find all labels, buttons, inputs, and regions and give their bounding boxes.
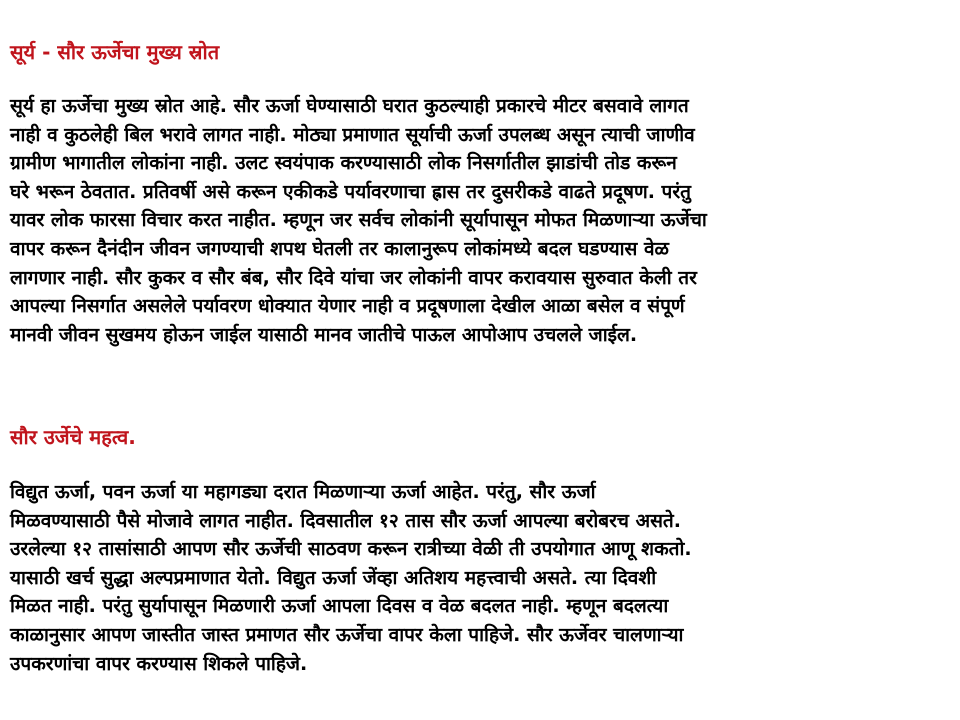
paragraph-line: उपकरणांचा वापर करण्यास शिकले पाहिजे. [10, 652, 308, 675]
paragraph-line: ग्रामीण भागातील लोकांना नाही. उलट स्वयंपाक करण्यासाठी लोक निसर्गातील झाडांची तोड करून [10, 152, 677, 175]
paragraph-line: आपल्या निसर्गात असलेले पर्यावरण धोक्यात येणार नाही व प्रदूषणाला देखील आळा बसेल व संपूर्ण [10, 295, 685, 318]
paragraph-line: मानवी जीवन सुखमय होऊन जाईल यासाठी मानव जातीचे पाऊल आपोआप उचलले जाईल. [10, 323, 638, 346]
section-heading-solar-importance: सौर उर्जेचे महत्व. [10, 425, 136, 449]
paragraph-sun-energy [10, 92, 707, 349]
paragraph-line: वापर करून दैनंदीन जीवन जगण्याची शपथ घेतली तर कालानुरूप लोकांमध्ये बदल घडण्यास वेळ [10, 237, 669, 260]
section-heading-sun-main-source: सूर्य - सौर ऊर्जेचा मुख्य स्रोत [10, 40, 220, 64]
paragraph-line: यासाठी खर्च सुद्धा अल्पप्रमाणात येतो. विद्युत ऊर्जा जेंव्हा अतिशय महत्त्वाची असते. त्या दिवशी [10, 566, 657, 589]
paragraph-line: यावर लोक फारसा विचार करत नाहीत. म्हणून जर सर्वच लोकांनी सूर्यापासून मोफत मिळणाऱ्या ऊर्जेचा [10, 209, 707, 232]
paragraph-line: सूर्य हा ऊर्जेचा मुख्य स्रोत आहे. सौर ऊर्जा घेण्यासाठी घरात कुठल्याही प्रकारचे मीटर बसवावे लागत [10, 95, 689, 117]
paragraph-line: काळानुसार आपण जास्तीत जास्त प्रमाणत सौर ऊर्जेचा वापर केला पाहिजे. सौर ऊर्जेवर चालणाऱ्या [10, 623, 684, 646]
paragraph-line: लागणार नाही. सौर कुकर व सौर बंब, सौर दिवे यांचा जर लोकांनी वापर करावयास सुरुवात केली तर [10, 266, 697, 289]
paragraph-line: मिळवण्यासाठी पैसे मोजावे लागत नाहीत. दिवसातील १२ तास सौर ऊर्जा आपल्या बरोबरच असते. [10, 509, 681, 532]
paragraph-solar-importance [10, 478, 692, 678]
paragraph-line: मिळत नाही. परंतु सुर्यापासून मिळणारी ऊर्जा आपला दिवस व वेळ बदलत नाही. म्हणून बदलत्या [10, 595, 669, 618]
paragraph-line: उरलेल्या १२ तासांसाठी आपण सौर ऊर्जेची साठवण करून रात्रीच्या वेळी ती उपयोगात आणू शकतो. [10, 538, 692, 561]
paragraph-line: विद्युत ऊर्जा, पवन ऊर्जा या महागड्या दरात मिळणाऱ्या ऊर्जा आहेत. परंतु, सौर ऊर्जा [10, 481, 596, 503]
paragraph-line: घरे भरून ठेवतात. प्रतिवर्षी असे करून एकीकडे पर्यावरणाचा ह्रास तर दुसरीकडे वाढते प्रदूषण. परंतु [10, 180, 691, 203]
paragraph-line: नाही व कुठलेही बिल भरावे लागत नाही. मोठ्या प्रमाणात सूर्याची ऊर्जा उपलब्ध असून त्याची जाणीव [10, 123, 695, 146]
